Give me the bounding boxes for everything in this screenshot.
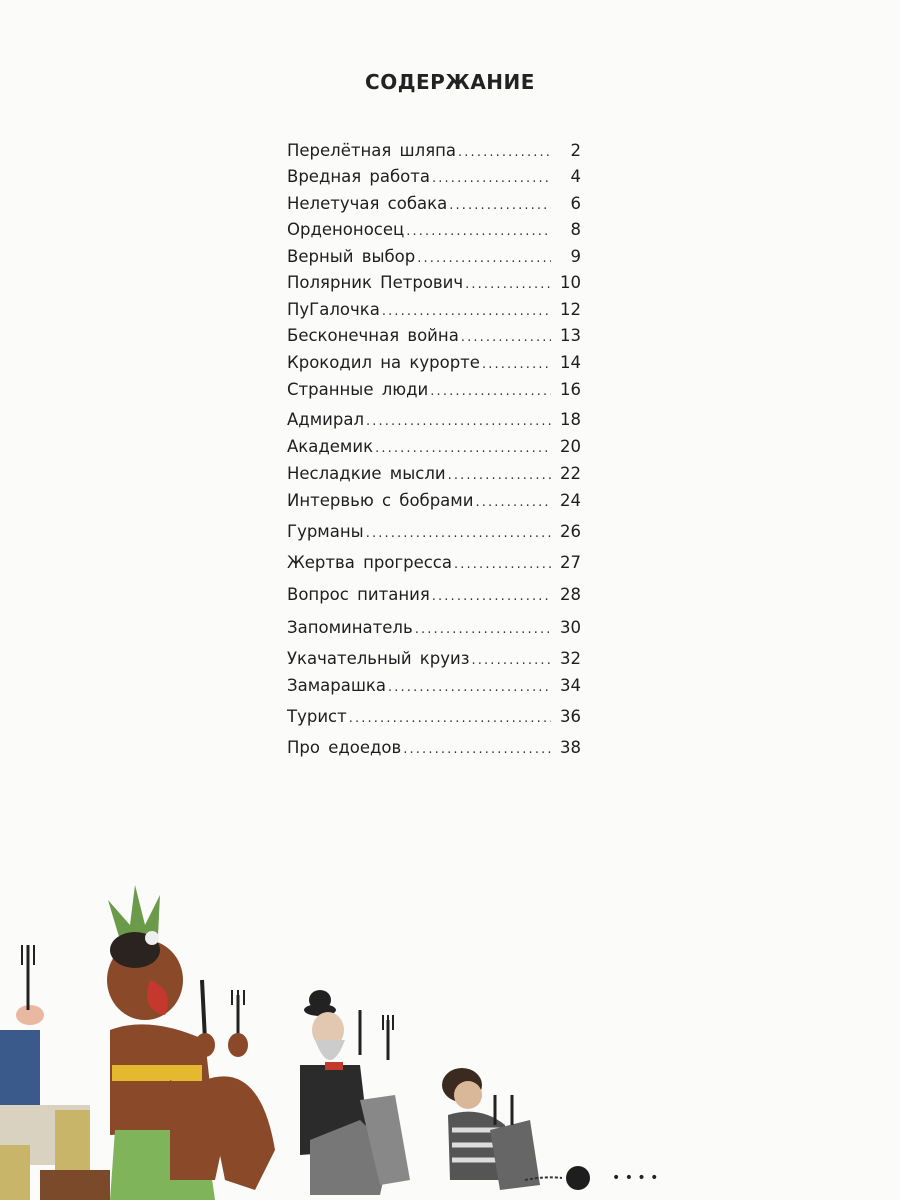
dot-leader xyxy=(446,462,551,486)
toc-entry[interactable] xyxy=(287,139,581,163)
toc-entry[interactable] xyxy=(287,324,581,348)
toc-entry[interactable] xyxy=(287,616,581,640)
toc-entry[interactable] xyxy=(287,736,581,760)
toc-entry-title: Жертва прогресса xyxy=(287,553,452,572)
toc-entry-title: Вопрос питания xyxy=(287,585,430,604)
toc-entry[interactable] xyxy=(287,245,581,269)
toc-entry-page: 30 xyxy=(560,618,581,637)
toc-entry-title: Странные люди xyxy=(287,380,429,399)
toc-entry[interactable] xyxy=(287,674,581,698)
toc-entry-page: 13 xyxy=(560,326,581,345)
illustration-diners xyxy=(0,880,900,1200)
toc-entry-title: Вредная работа xyxy=(287,167,431,186)
toc-entry[interactable] xyxy=(287,489,581,513)
toc-entry[interactable] xyxy=(287,165,581,189)
toc-entry-title: Запоминатель xyxy=(287,618,413,637)
toc-entry-page: 24 xyxy=(560,491,581,510)
toc-entry-page: 10 xyxy=(560,273,581,292)
toc-entry[interactable] xyxy=(287,351,581,375)
bearded-diner-figure xyxy=(300,990,410,1195)
toc-entry[interactable] xyxy=(287,192,581,216)
toc-entry-page: 16 xyxy=(560,380,581,399)
toc-entry-title: Турист xyxy=(287,707,347,726)
left-diner-figure xyxy=(0,945,110,1200)
toc-entry-page: 38 xyxy=(560,738,581,757)
toc-entry[interactable] xyxy=(287,435,581,459)
toc-entry-page: 27 xyxy=(560,553,581,572)
toc-entry-page: 8 xyxy=(570,220,581,239)
toc-entry[interactable] xyxy=(287,520,581,544)
dot-leader xyxy=(452,551,551,575)
toc-entry-title: Бесконечная война xyxy=(287,326,459,345)
toc-entry-page: 20 xyxy=(560,437,581,456)
toc-entry[interactable] xyxy=(287,705,581,729)
toc-entry-title: ПуГалочка xyxy=(287,300,380,319)
toc-entry-page: 34 xyxy=(560,676,581,695)
dot-leader xyxy=(413,616,551,640)
dot-leader xyxy=(373,435,551,459)
dot-leader xyxy=(459,324,551,348)
toc-entry[interactable] xyxy=(287,647,581,671)
dot-leader xyxy=(404,218,551,242)
dot-leader xyxy=(430,583,551,607)
toc-entry-title: Адмирал xyxy=(287,410,364,429)
toc-entry[interactable] xyxy=(287,408,581,432)
toc-entry[interactable] xyxy=(287,462,581,486)
dot-leader xyxy=(347,705,551,729)
toc-entry[interactable] xyxy=(287,378,581,402)
toc-entry-page: 2 xyxy=(570,141,581,160)
toc-entry-title: Гурманы xyxy=(287,522,364,541)
dot-leader xyxy=(473,489,551,513)
prisoner-diner-figure xyxy=(442,1068,590,1190)
dot-leader xyxy=(428,378,551,402)
toc-entry[interactable] xyxy=(287,271,581,295)
toc-entry[interactable] xyxy=(287,551,581,575)
toc-entry-page: 9 xyxy=(570,247,581,266)
toc-entry-page: 22 xyxy=(560,464,581,483)
toc-entry-page: 36 xyxy=(560,707,581,726)
toc-entry-title: Полярник Петрович xyxy=(287,273,464,292)
toc-entry-title: Верный выбор xyxy=(287,247,416,266)
dot-leader xyxy=(380,298,551,322)
dot-leader xyxy=(401,736,551,760)
toc-entry-title: Перелётная шляпа xyxy=(287,141,457,160)
toc-entry-title: Интервью с бобрами xyxy=(287,491,474,510)
toc-entry-title: Несладкие мысли xyxy=(287,464,446,483)
dot-leader xyxy=(430,165,551,189)
dot-leader xyxy=(470,647,551,671)
dot-leader xyxy=(415,245,551,269)
toc-entry-page: 6 xyxy=(570,194,581,213)
page-title: СОДЕРЖАНИЕ xyxy=(365,70,535,94)
toc-entry-page: 26 xyxy=(560,522,581,541)
dot-leader xyxy=(480,351,551,375)
toc-entry[interactable] xyxy=(287,218,581,242)
toc-entry[interactable] xyxy=(287,298,581,322)
toc-entry-title: Укачательный круиз xyxy=(287,649,470,668)
toc-entry-page: 28 xyxy=(560,585,581,604)
tribal-diner-figure xyxy=(107,885,275,1200)
dot-leader xyxy=(364,520,551,544)
toc-entry-title: Орденоносец xyxy=(287,220,405,239)
toc-entry[interactable] xyxy=(287,583,581,607)
toc-entry-page: 4 xyxy=(570,167,581,186)
toc-entry-title: Академик xyxy=(287,437,374,456)
toc-entry-title: Про едоедов xyxy=(287,738,402,757)
trailing-dots: • • • • xyxy=(612,1170,659,1186)
toc-entry-title: Крокодил на курорте xyxy=(287,353,480,372)
toc-entry-page: 14 xyxy=(560,353,581,372)
toc-entry-title: Замарашка xyxy=(287,676,387,695)
toc-entry-page: 32 xyxy=(560,649,581,668)
toc-entry-page: 18 xyxy=(560,410,581,429)
toc-entry-title: Нелетучая собака xyxy=(287,194,448,213)
dot-leader xyxy=(463,271,551,295)
dot-leader xyxy=(447,192,551,216)
dot-leader xyxy=(386,674,551,698)
toc-entry-page: 12 xyxy=(560,300,581,319)
dot-leader xyxy=(456,139,551,163)
dot-leader xyxy=(364,408,551,432)
